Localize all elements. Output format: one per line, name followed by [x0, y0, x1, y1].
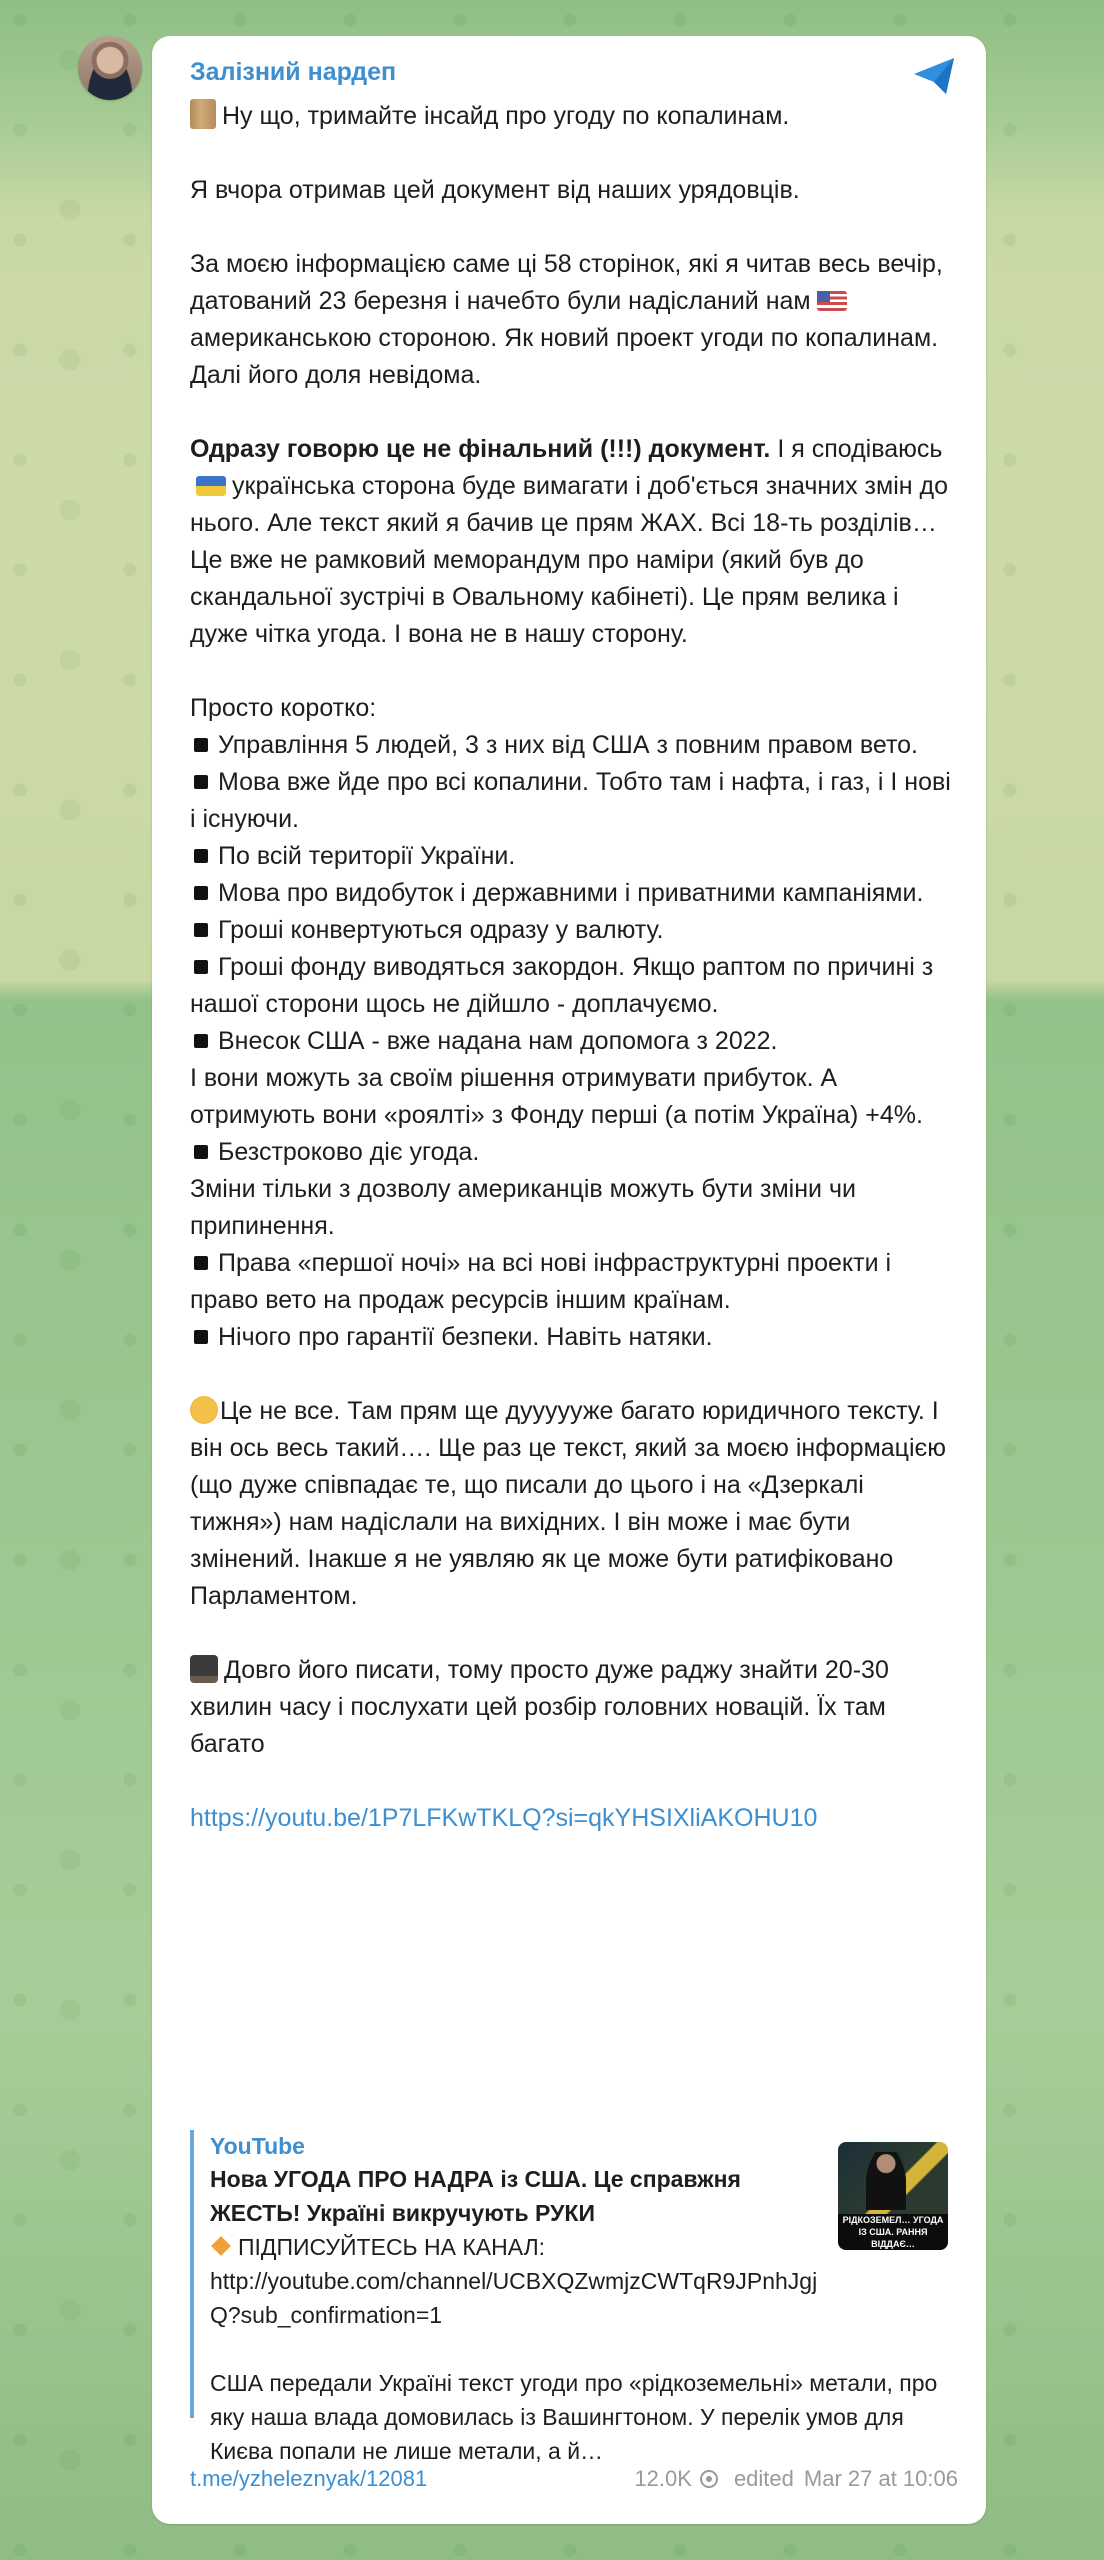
telegram-icon[interactable]: [912, 56, 958, 96]
bullet-item: Мова про видобуток і державними і приватними кампаніями.: [190, 875, 960, 912]
preview-description: США передали Україні текст угоди про «рідкоземельні» метали, про яку наша влада домовилась із Вашингтоном. У перелік умов для Києва попали не лише метали, а й…: [210, 2370, 938, 2464]
square-bullet-icon: [194, 849, 208, 863]
link-preview[interactable]: [190, 2130, 948, 2464]
ukraine-flag-icon: [196, 476, 226, 496]
bullet-item: Права «першої ночі» на всі нові інфраструктурні проекти і право вето на продаж ресурсів іншим країнам.: [190, 1249, 892, 1314]
edited-label: edited: [733, 2466, 794, 2491]
square-bullet-icon: [194, 960, 208, 974]
summary-heading: Просто коротко:: [190, 694, 377, 722]
square-bullet-icon: [194, 886, 208, 900]
thumbnail-caption: РІДКОЗЕМЕЛ… УГОДА ІЗ США. РАННЯ ВІДДАЄ…: [838, 2214, 948, 2250]
weary-face-icon: [190, 1396, 218, 1424]
thumbnail-person: [866, 2152, 906, 2210]
bullet-item: Управління 5 людей, 3 з них від США з повним правом вето.: [190, 727, 960, 764]
message-bubble: [152, 36, 986, 2524]
square-bullet-icon: [194, 775, 208, 789]
paragraph-2: За моєю інформацією саме ці 58 сторінок, які я читав весь вечір, датований 23 березня і начебто були надісланий намамериканською стороною. Як новий проект угоди по копалинам. Далі його доля невідома.: [190, 250, 943, 389]
channel-avatar[interactable]: [78, 36, 142, 100]
preview-channel-url: http://youtube.com/channel/UCBXQZwmjzCWTqR9JPnhJgjQ?sub_confirmation=1: [210, 2268, 818, 2328]
bullet-item: Безстроково діє угода.: [190, 1134, 960, 1171]
bullet-item: Нічого про гарантії безпеки. Навіть натяки.: [190, 1319, 960, 1356]
preview-site-name: YouTube: [210, 2133, 305, 2159]
square-bullet-icon: [194, 1256, 208, 1270]
video-thumbnail[interactable]: [838, 2142, 948, 2250]
bullet-item: Гроші фонду виводяться закордон. Якщо раптом по причині з нашої сторони щось не дійшло - доплачуємо.: [190, 953, 934, 1018]
bullet-continuation: Зміни тільки з дозволу американців можуть бути зміни чи припинення.: [190, 1175, 856, 1240]
intro-line: Ну що, тримайте інсайд про угоду по копалинам.: [190, 98, 960, 135]
eye-icon: [700, 2470, 718, 2488]
channel-name[interactable]: Залізний нардеп: [190, 58, 397, 86]
square-bullet-icon: [194, 1034, 208, 1048]
message-footer: [190, 2461, 958, 2497]
scroll-icon: [190, 99, 216, 129]
paragraph-3: Одразу говорю це не фінальний (!!!) документ. І я сподіваюсьукраїнська сторона буде вимагати і доб'ється значних змін до нього. Але текст який я бачив це прям ЖАХ. Всі 18-ть розділів… Це вже не рамковий меморандум про наміри (який був до скандальної зустрічі в Овальному кабінеті). Це прям велика і дуже чітка угода. І вона не в нашу сторону.: [190, 435, 949, 648]
post-link[interactable]: t.me/yzheleznyak/12081: [190, 2466, 428, 2491]
square-bullet-icon: [194, 1145, 208, 1159]
timestamp: Mar 27 at 10:06: [803, 2466, 958, 2491]
bullet-item: По всій території України.: [190, 838, 960, 875]
paragraph-4: Це не все. Там прям ще дуууууже багато юридичного тексту. І він ось весь такий…. Ще раз це текст, який за моєю інформацією (що дуже співпадає те, що писали до цього і на «Дзеркалі тижня») нам надіслали на вихідних. І він може і має бути змінений. Інакше я не уявляю як це може бути ратифіковано Парламентом.: [190, 1397, 947, 1610]
bullet-item: Мова вже йде про всі копалини. Тобто там і нафта, і газ, і І нові і існуючи.: [190, 768, 951, 833]
square-bullet-icon: [194, 1330, 208, 1344]
us-flag-icon: [817, 291, 847, 311]
youtube-link[interactable]: https://youtu.be/1P7LFKwTKLQ?si=qkYHSIXliAKOHU10: [190, 1804, 818, 1832]
preview-title: Нова УГОДА ПРО НАДРА із США. Це справжня ЖЕСТЬ! Україні викручують РУКИ: [210, 2166, 741, 2226]
view-count: 12.0K: [634, 2466, 692, 2491]
bullet-item: Гроші конвертуються одразу у валюту.: [190, 912, 960, 949]
bullet-item: Внесок США - вже надана нам допомога з 2022.: [190, 1023, 960, 1060]
orange-diamond-icon: [211, 2236, 231, 2256]
bullet-list: [190, 727, 960, 1356]
paragraph-5: Довго його писати, тому просто дуже раджу знайти 20-30 хвилин часу і послухати цей розбір головних новацій. Їх там багато: [190, 1656, 889, 1758]
square-bullet-icon: [194, 923, 208, 937]
paragraph-1: Я вчора отримав цей документ від наших урядовців.: [190, 176, 800, 204]
square-bullet-icon: [194, 738, 208, 752]
bullet-continuation: І вони можуть за своїм рішення отримувати прибуток. А отримують вони «роялті» з Фонду перші (а потім Україна) +4%.: [190, 1064, 923, 1129]
television-icon: [190, 1655, 218, 1683]
preview-subscribe: ПІДПИСУЙТЕСЬ НА КАНАЛ:: [210, 2230, 950, 2264]
message-text: [190, 98, 960, 1837]
